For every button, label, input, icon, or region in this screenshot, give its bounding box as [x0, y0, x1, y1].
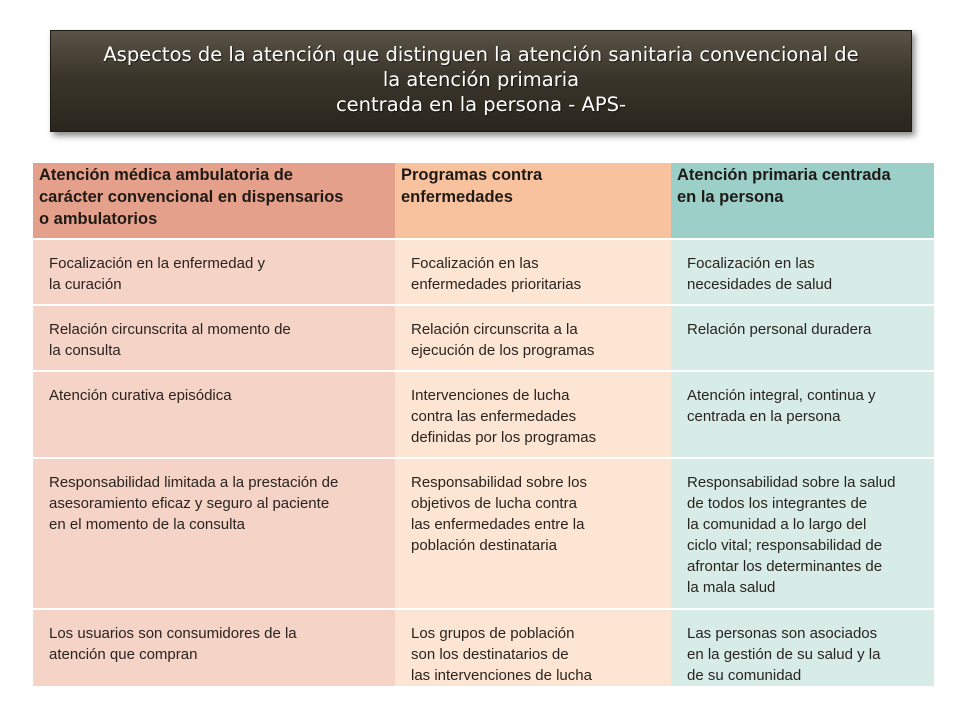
- table-row: [33, 371, 934, 458]
- cell-line: Atención integral, continua y: [687, 387, 876, 404]
- header-conventional-care: [33, 163, 395, 239]
- table-cell: [671, 305, 934, 371]
- cell-line: Focalización en la enfermedad y: [49, 255, 265, 272]
- header-disease-programs: [395, 163, 671, 239]
- cell-line: Responsabilidad limitada a la prestación de: [49, 474, 339, 491]
- cell-line: asesoramiento eficaz y seguro al paciente: [49, 495, 330, 512]
- cell-line: necesidades de salud: [687, 276, 833, 293]
- cell-line: ciclo vital; responsabilidad de: [687, 537, 883, 554]
- cell-line: enfermedades prioritarias: [411, 276, 582, 293]
- cell-line: Responsabilidad sobre los: [411, 474, 587, 491]
- header-line: Atención primaria centrada: [677, 166, 891, 184]
- table-cell: [671, 239, 934, 305]
- cell-line: centrada en la persona: [687, 408, 841, 425]
- slide-title-line-1: Aspectos de la atención que distinguen la atención sanitaria convencional de: [103, 43, 859, 66]
- cell-line: atención que compran: [49, 646, 198, 663]
- header-line: o ambulatorios: [39, 210, 158, 228]
- cell-line: la curación: [49, 276, 122, 293]
- table-cell: [671, 458, 934, 609]
- table-header-row: [33, 163, 934, 239]
- cell-line: Las personas son asociados: [687, 625, 878, 642]
- cell-line: población destinataria: [411, 537, 557, 554]
- cell-line: la mala salud: [687, 579, 776, 596]
- table-cell: [671, 371, 934, 458]
- slide-title-line-3: centrada en la persona - APS-: [335, 93, 627, 116]
- table-cell: [395, 305, 671, 371]
- cell-line: Atención curativa episódica: [49, 387, 232, 404]
- table-row: [33, 239, 934, 305]
- table-cell: [33, 305, 395, 371]
- table-cell: [671, 609, 934, 686]
- cell-line: las intervenciones de lucha: [411, 667, 592, 684]
- table-cell: [33, 371, 395, 458]
- cell-line: la comunidad a lo largo del: [687, 516, 867, 533]
- slide-title: [50, 30, 912, 132]
- cell-line: en el momento de la consulta: [49, 516, 245, 533]
- table-cell: [395, 458, 671, 609]
- table-row: [33, 305, 934, 371]
- cell-line: definidas por los programas: [411, 429, 597, 446]
- cell-line: objetivos de lucha contra: [411, 495, 577, 512]
- table-cell: [33, 458, 395, 609]
- cell-line: la consulta: [49, 342, 121, 359]
- cell-line: Relación circunscrita al momento de: [49, 321, 291, 338]
- header-person-centred-care: [671, 163, 934, 239]
- table-row: [33, 458, 934, 609]
- cell-line: afrontar los determinantes de: [687, 558, 883, 575]
- table-cell: [395, 371, 671, 458]
- header-line: Programas contra: [401, 166, 543, 184]
- table-cell: [395, 239, 671, 305]
- comparison-table: [33, 163, 934, 686]
- cell-line: Relación circunscrita a la: [411, 321, 578, 338]
- cell-line: Relación personal duradera: [687, 321, 872, 338]
- header-line: en la persona: [677, 188, 784, 206]
- table-cell: [33, 609, 395, 686]
- cell-line: ejecución de los programas: [411, 342, 595, 359]
- cell-line: contra las enfermedades: [411, 408, 577, 425]
- cell-line: Responsabilidad sobre la salud: [687, 474, 896, 491]
- header-line: enfermedades: [401, 188, 513, 206]
- slide-title-line-2: la atención primaria: [382, 68, 580, 91]
- header-line: Atención médica ambulatoria de: [39, 166, 293, 184]
- cell-line: en la gestión de su salud y la: [687, 646, 881, 663]
- cell-line: Los grupos de población: [411, 625, 575, 642]
- cell-line: las enfermedades entre la: [411, 516, 585, 533]
- cell-line: Focalización en las: [687, 255, 815, 272]
- cell-line: Intervenciones de lucha: [411, 387, 570, 404]
- cell-line: de su comunidad: [687, 667, 802, 684]
- cell-line: de todos los integrantes de: [687, 495, 868, 512]
- cell-line: Focalización en las: [411, 255, 539, 272]
- table-cell: [33, 239, 395, 305]
- table-cell: [395, 609, 671, 686]
- header-line: carácter convencional en dispensarios: [39, 188, 344, 206]
- cell-line: Los usuarios son consumidores de la: [49, 625, 297, 642]
- table-row: [33, 609, 934, 686]
- cell-line: son los destinatarios de: [411, 646, 569, 663]
